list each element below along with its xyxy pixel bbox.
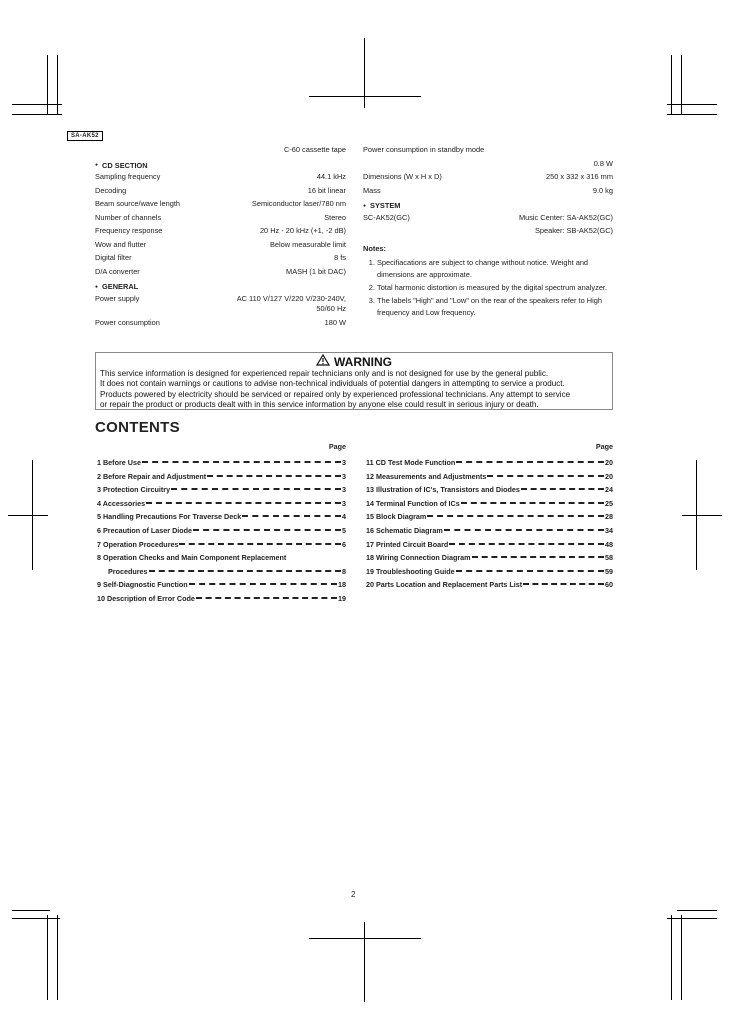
toc-right — [366, 442, 613, 594]
toc-entry[interactable] — [97, 567, 346, 581]
model-tag: SA-AK52 — [67, 131, 103, 141]
spec-row — [95, 186, 346, 200]
toc-leader — [193, 529, 341, 531]
toc-leader — [146, 502, 341, 504]
warning-triangle-icon — [316, 354, 330, 369]
toc-leader — [179, 543, 341, 545]
toc-entry-title: 1 Before Use — [97, 458, 141, 467]
toc-leader — [427, 515, 604, 517]
toc-leader — [444, 529, 604, 531]
spec-value: 20 Hz - 20 kHz (+1, -2 dB) — [259, 226, 346, 235]
spec-row-standby-value — [363, 159, 613, 173]
toc-entry[interactable] — [97, 580, 346, 594]
toc-entry-title: 20 Parts Location and Replacement Parts List — [366, 580, 523, 590]
note-item: 2. Total harmonic distortion is measured by the digital spectrum analyzer. — [377, 282, 613, 294]
spec-label: Power consumption in standby mode — [363, 145, 485, 154]
toc-entry-page: 3 — [342, 471, 346, 481]
spec-label: Number of channels — [95, 212, 162, 222]
section-heading-general: ● GENERAL — [95, 282, 139, 292]
toc-entry[interactable] — [97, 485, 346, 499]
toc-page-header: Page — [595, 442, 613, 451]
spec-label: Decoding — [95, 185, 127, 195]
toc-entry-page: 3 — [342, 458, 346, 467]
toc-entry[interactable] — [97, 472, 346, 486]
toc-entry-title: 18 Wiring Connection Diagram — [366, 553, 471, 563]
section-heading-label: GENERAL — [102, 282, 139, 292]
spec-row-power-supply — [95, 294, 346, 318]
toc-entry[interactable] — [366, 472, 613, 486]
toc-leader — [449, 543, 604, 545]
contents-title: CONTENTS — [95, 419, 180, 436]
toc-entry[interactable] — [97, 526, 346, 540]
toc-leader — [207, 475, 341, 477]
toc-entry-title: 4 Accessories — [97, 498, 146, 508]
toc-left-items — [97, 458, 346, 608]
toc-entry-page: 60 — [605, 580, 613, 590]
toc-entry-title: 9 Self-Diagnostic Function — [97, 580, 188, 590]
spec-value: 0.8 W — [593, 158, 613, 168]
toc-entry-page: 25 — [605, 498, 613, 508]
spec-row — [95, 172, 346, 186]
toc-entry[interactable] — [97, 499, 346, 513]
toc-entry-title: 13 Illustration of IC's, Transistors and Diodes — [366, 485, 520, 495]
warning-line: This service information is designed for experienced repair technicians only and is not designed for use by the general public. — [100, 369, 549, 378]
spec-label: Wow and flutter — [95, 239, 147, 249]
spec-label: Power supply — [95, 293, 140, 303]
toc-entry-page: 20 — [605, 458, 613, 467]
toc-entry-page: 3 — [342, 485, 346, 495]
toc-entry[interactable] — [97, 540, 346, 554]
spec-label: Frequency response — [95, 226, 163, 235]
spec-value: 16 bit linear — [307, 185, 346, 195]
toc-entry-page: 6 — [342, 539, 346, 549]
warning-line: Products powered by electricity should be serviced or repaired only by experienced professional technicians. Any attempt to service — [100, 389, 571, 399]
toc-leader — [521, 488, 604, 490]
spec-label: Dimensions (W x H x D) — [363, 172, 442, 181]
spec-row-dimensions — [363, 172, 613, 186]
toc-entry[interactable] — [97, 458, 346, 472]
toc-entry-page: 18 — [338, 580, 346, 590]
toc-page-header: Page — [328, 442, 346, 451]
toc-entry[interactable] — [366, 540, 613, 554]
toc-entry-title: 7 Operation Procedures — [97, 539, 179, 549]
spec-value: Below measurable limit — [270, 239, 346, 249]
spec-value-line: AC 110 V/127 V/220 V/230-240V, — [236, 293, 346, 303]
notes-heading: Notes: — [363, 243, 386, 253]
toc-entry-page: 28 — [605, 512, 613, 522]
spec-value-line: 50/60 Hz — [316, 303, 346, 313]
toc-entry-title: 14 Terminal Function of ICs — [366, 498, 460, 508]
toc-right-items — [366, 458, 613, 594]
notes-list — [363, 257, 613, 319]
toc-entry[interactable] — [97, 512, 346, 526]
spec-value: Speaker: SB-AK52(GC) — [534, 226, 613, 235]
toc-leader — [242, 515, 341, 517]
toc-entry-page: 8 — [342, 566, 346, 576]
spec-row — [95, 213, 346, 227]
toc-entry-page: 59 — [605, 566, 613, 576]
spec-row-power-consumption — [95, 318, 346, 332]
spec-row-system-model — [363, 213, 613, 227]
spec-value: Music Center: SA-AK52(GC) — [518, 212, 613, 222]
toc-entry-page: 3 — [342, 498, 346, 508]
toc-entry[interactable] — [366, 553, 613, 567]
toc-entry-title: 5 Handling Precautions For Traverse Deck — [97, 512, 242, 522]
toc-leader — [456, 461, 604, 463]
spec-label: SC-AK52(GC) — [363, 212, 410, 222]
spec-label: Digital filter — [95, 253, 132, 262]
toc-entry[interactable] — [97, 553, 346, 567]
spec-value: 9.0 kg — [592, 185, 613, 195]
specs-right — [363, 145, 613, 320]
warning-line: It does not contain warnings or cautions to advise non-technical individuals of potential dangers in attempting to service a product. — [100, 379, 565, 389]
warning-title-text: WARNING — [334, 354, 392, 369]
toc-entry-title: 12 Measurements and Adjustments — [366, 471, 487, 481]
toc-left — [97, 442, 346, 608]
toc-entry-title: 2 Before Repair and Adjustment — [97, 471, 207, 481]
spec-value — [237, 294, 346, 314]
toc-entry[interactable] — [366, 458, 613, 472]
toc-entry-title: 11 CD Test Mode Function — [366, 458, 456, 467]
toc-leader — [196, 597, 337, 599]
toc-entry-title: 16 Schematic Diagram — [366, 525, 443, 535]
toc-entry-page: 34 — [605, 525, 613, 535]
spec-value: 8 fs — [334, 253, 346, 262]
spec-row — [95, 226, 346, 240]
toc-leader — [523, 583, 604, 585]
note-item: 3. The labels "High" and "Low" on the rear of the speakers refer to High frequency and Low frequency. — [377, 295, 613, 319]
spec-row-mass — [363, 186, 613, 200]
spec-row-standby-label — [363, 145, 613, 159]
toc-entry-page: 4 — [342, 512, 346, 522]
toc-entry[interactable] — [366, 580, 613, 594]
toc-entry-title: 8 Operation Checks and Main Component Replacement — [97, 553, 287, 563]
spec-row-cassette — [95, 145, 346, 159]
spec-value: C-60 cassette tape — [283, 145, 346, 154]
toc-entry-page: 24 — [605, 485, 613, 495]
toc-entry[interactable] — [366, 499, 613, 513]
section-heading-cd: ● CD SECTION — [95, 160, 148, 170]
spec-label: Power consumption — [95, 317, 160, 327]
toc-entry-page: 19 — [338, 593, 346, 603]
section-heading-label: CD SECTION — [102, 160, 148, 170]
toc-leader — [189, 583, 337, 585]
toc-leader — [142, 461, 341, 463]
toc-leader — [171, 488, 341, 490]
toc-entry-title: 10 Description of Error Code — [97, 593, 195, 603]
toc-leader — [487, 475, 604, 477]
toc-entry-page: 5 — [342, 525, 346, 535]
toc-entry[interactable] — [366, 526, 613, 540]
toc-entry-page: 20 — [605, 471, 613, 481]
toc-entry-title: 17 Printed Circuit Board — [366, 539, 449, 549]
note-item: 1. Specifiacations are subject to change without notice. Weight and dimensions are approximate. — [377, 257, 613, 281]
page-number: 2 — [351, 890, 356, 899]
spec-value: Stereo — [324, 212, 346, 222]
toc-leader — [149, 570, 341, 572]
section-heading-system: ● SYSTEM — [363, 201, 401, 211]
toc-entry-title: Procedures — [108, 566, 148, 576]
warning-line: or repair the product or products dealt with in this service information by anyone else could result in serious injury or death. — [100, 399, 539, 409]
spec-label: Mass — [363, 185, 381, 195]
warning-box — [95, 352, 613, 410]
spec-value: 180 W — [324, 317, 346, 327]
notes — [363, 244, 613, 319]
spec-value: 44.1 kHz — [316, 172, 346, 181]
toc-entry[interactable] — [366, 485, 613, 499]
spec-value: MASH (1 bit DAC) — [286, 266, 346, 276]
spec-row — [95, 199, 346, 213]
section-heading-label: SYSTEM — [370, 201, 401, 211]
toc-entry-page: 48 — [605, 539, 613, 549]
toc-leader — [456, 570, 604, 572]
cd-section-rows — [95, 172, 346, 280]
toc-entry-title: 6 Precaution of Laser Diode — [97, 525, 193, 535]
spec-row-system-speaker — [363, 226, 613, 240]
specs-left — [95, 145, 346, 331]
spec-label: Beam source/wave length — [95, 199, 181, 208]
spec-value: 250 x 332 x 316 mm — [546, 172, 613, 181]
toc-entry-title: 19 Troubleshooting Guide — [366, 566, 455, 576]
warning-title — [100, 354, 608, 369]
toc-leader — [461, 502, 604, 504]
spec-row — [95, 253, 346, 267]
spec-value: Semiconductor laser/780 nm — [251, 199, 346, 208]
toc-leader — [472, 556, 604, 558]
spec-label: Sampling frequency — [95, 172, 161, 181]
toc-entry-title: 15 Block Diagram — [366, 512, 427, 522]
toc-entry-title: 3 Protection Circuitry — [97, 485, 171, 495]
spec-row — [95, 267, 346, 281]
toc-entry-page: 58 — [605, 553, 613, 563]
spec-row — [95, 240, 346, 254]
toc-entry[interactable] — [97, 594, 346, 608]
spec-label: D/A converter — [95, 266, 140, 276]
toc-entry[interactable] — [366, 567, 613, 581]
toc-entry[interactable] — [366, 512, 613, 526]
